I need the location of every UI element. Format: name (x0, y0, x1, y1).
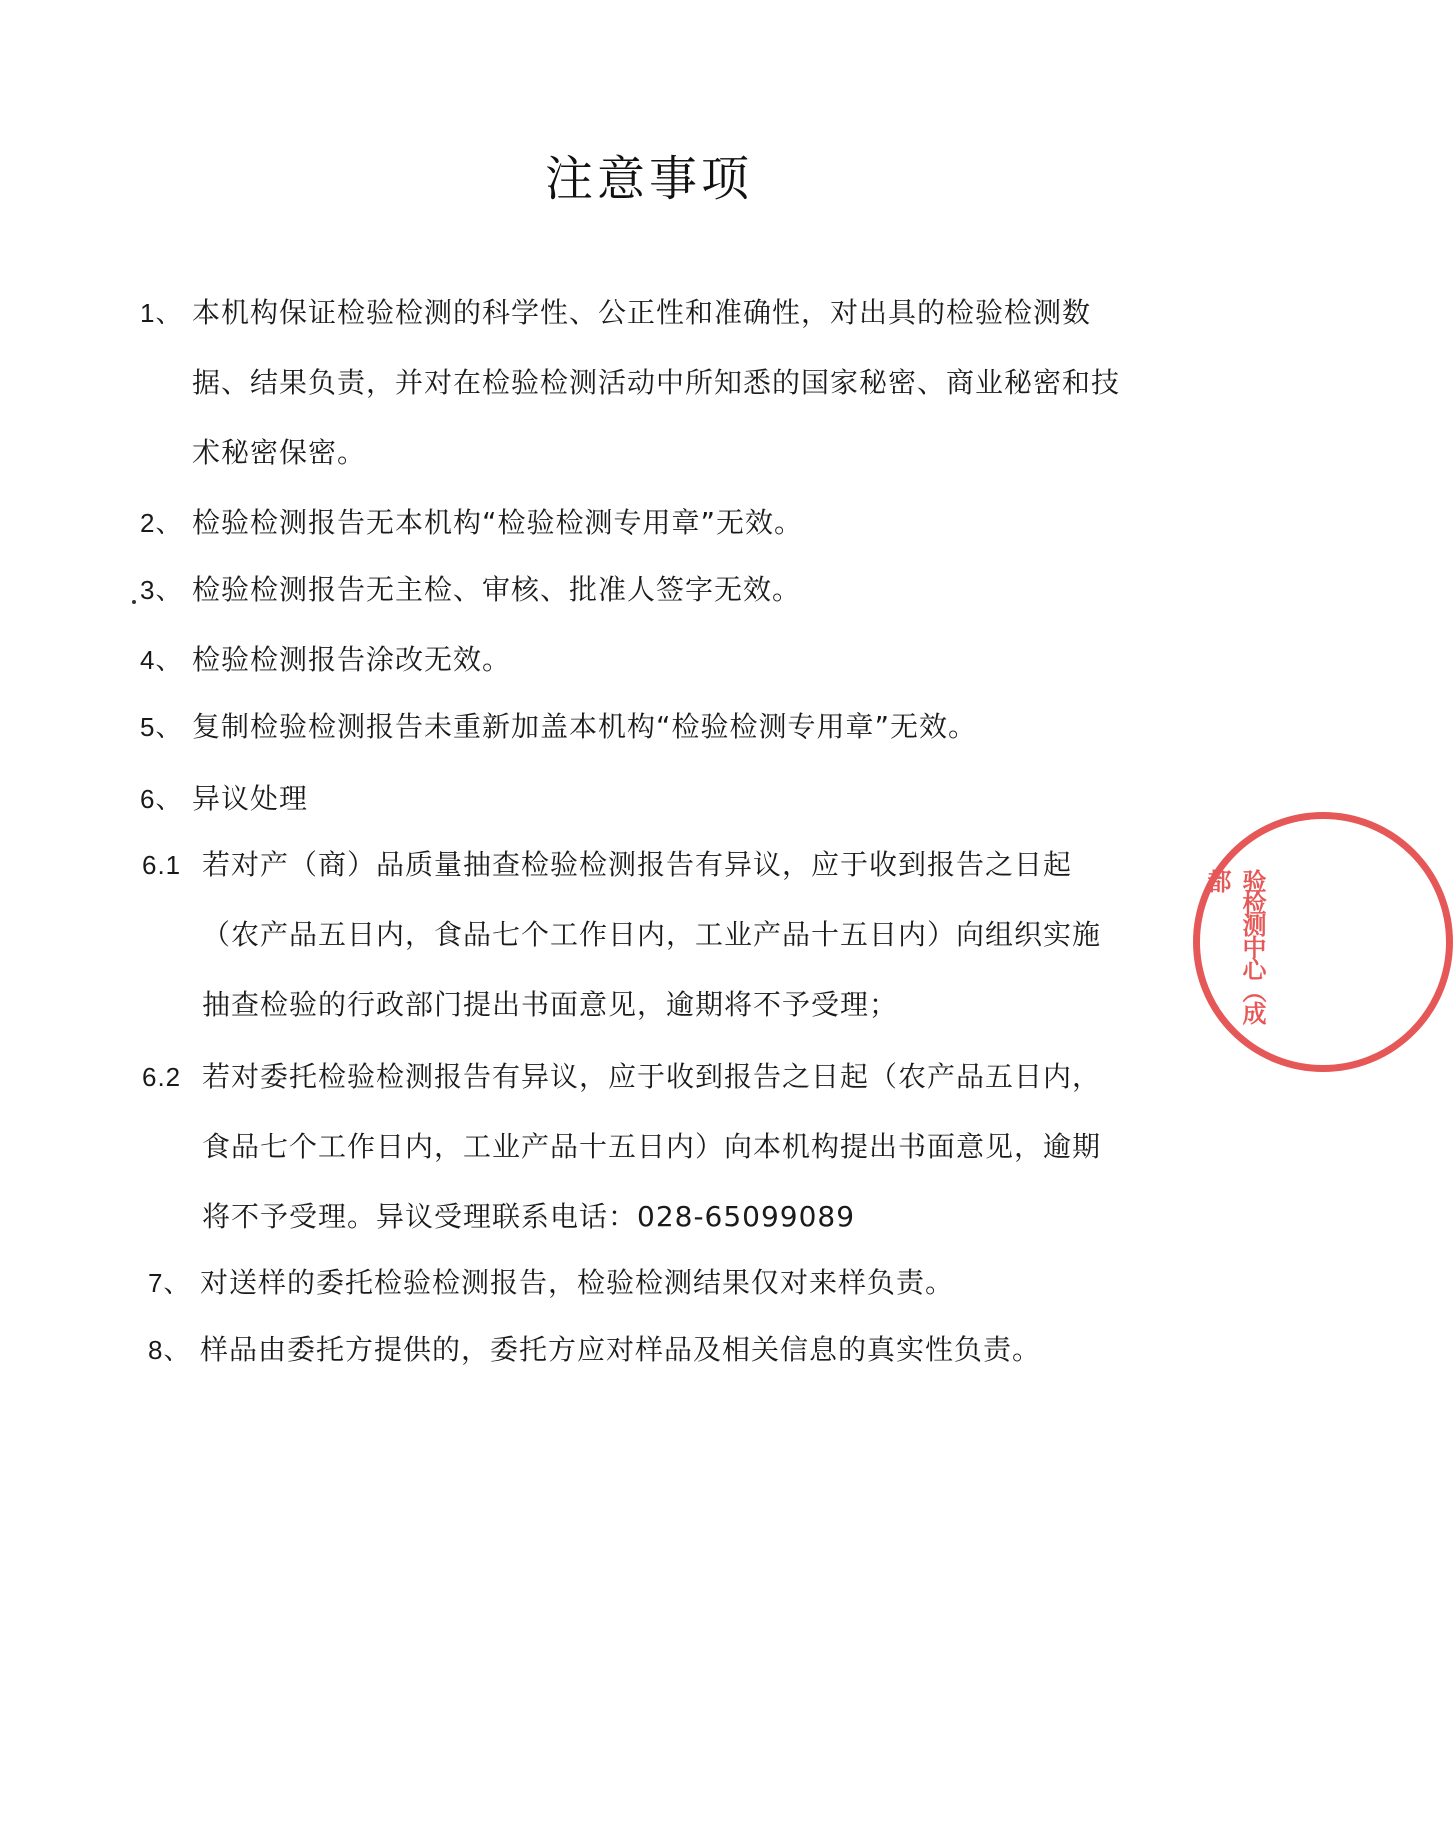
item-text: 复制检验检测报告未重新加盖本机构“检验检测专用章”无效。 (192, 710, 978, 743)
official-seal-stamp (1193, 812, 1453, 1072)
notice-item-7 (148, 1248, 1128, 1318)
notice-item-1 (140, 278, 1120, 488)
item-number: 3、 (140, 575, 183, 605)
item-number: 1、 (140, 298, 183, 328)
scan-mark (132, 600, 136, 604)
item-text: 样品由委托方提供的，委托方应对样品及相关信息的真实性负责。 (200, 1333, 1042, 1366)
seal-text: 验检测中心（成都 (1203, 869, 1267, 1023)
item-text: 异议处理 (192, 782, 309, 815)
page-title: 注意事项 (544, 151, 753, 207)
notice-item-2 (140, 488, 1120, 558)
notice-item-6-2 (142, 1042, 1122, 1252)
item-text: 检验检测报告无本机构“检验检测专用章”无效。 (192, 506, 804, 539)
notice-item-6-1 (142, 830, 1122, 1040)
item-number: 6.1 (142, 850, 182, 880)
notice-item-3 (140, 555, 1120, 625)
item-number: 5、 (140, 712, 183, 742)
item-number: 7、 (148, 1268, 191, 1298)
item-text: 若对产（商）品质量抽查检验检测报告有异议，应于收到报告之日起（农产品五日内，食品七个工作日内，工业产品十五日内）向组织实施抽查检验的行政部门提出书面意见，逾期将不予受理； (202, 848, 1102, 1021)
item-text: 若对委托检验检测报告有异议，应于收到报告之日起（农产品五日内，食品七个工作日内，工业产品十五日内）向本机构提出书面意见，逾期将不予受理。异议受理联系电话：028-65099089 (202, 1060, 1102, 1233)
item-number: 6、 (140, 784, 183, 814)
notice-item-8 (148, 1315, 1128, 1385)
item-number: 2、 (140, 508, 183, 538)
notice-item-4 (140, 625, 1120, 695)
item-text: 检验检测报告无主检、审核、批准人签字无效。 (192, 573, 802, 606)
item-number: 4、 (140, 645, 183, 675)
item-text: 本机构保证检验检测的科学性、公正性和准确性，对出具的检验检测数据、结果负责，并对在检验检测活动中所知悉的国家秘密、商业秘密和技术秘密保密。 (192, 296, 1121, 469)
item-number: 8、 (148, 1335, 191, 1365)
item-text: 检验检测报告涂改无效。 (192, 643, 512, 676)
item-number: 6.2 (142, 1062, 182, 1092)
item-text: 对送样的委托检验检测报告，检验检测结果仅对来样负责。 (200, 1266, 955, 1299)
notice-item-5 (140, 692, 1120, 762)
notice-item-6 (140, 764, 1120, 834)
